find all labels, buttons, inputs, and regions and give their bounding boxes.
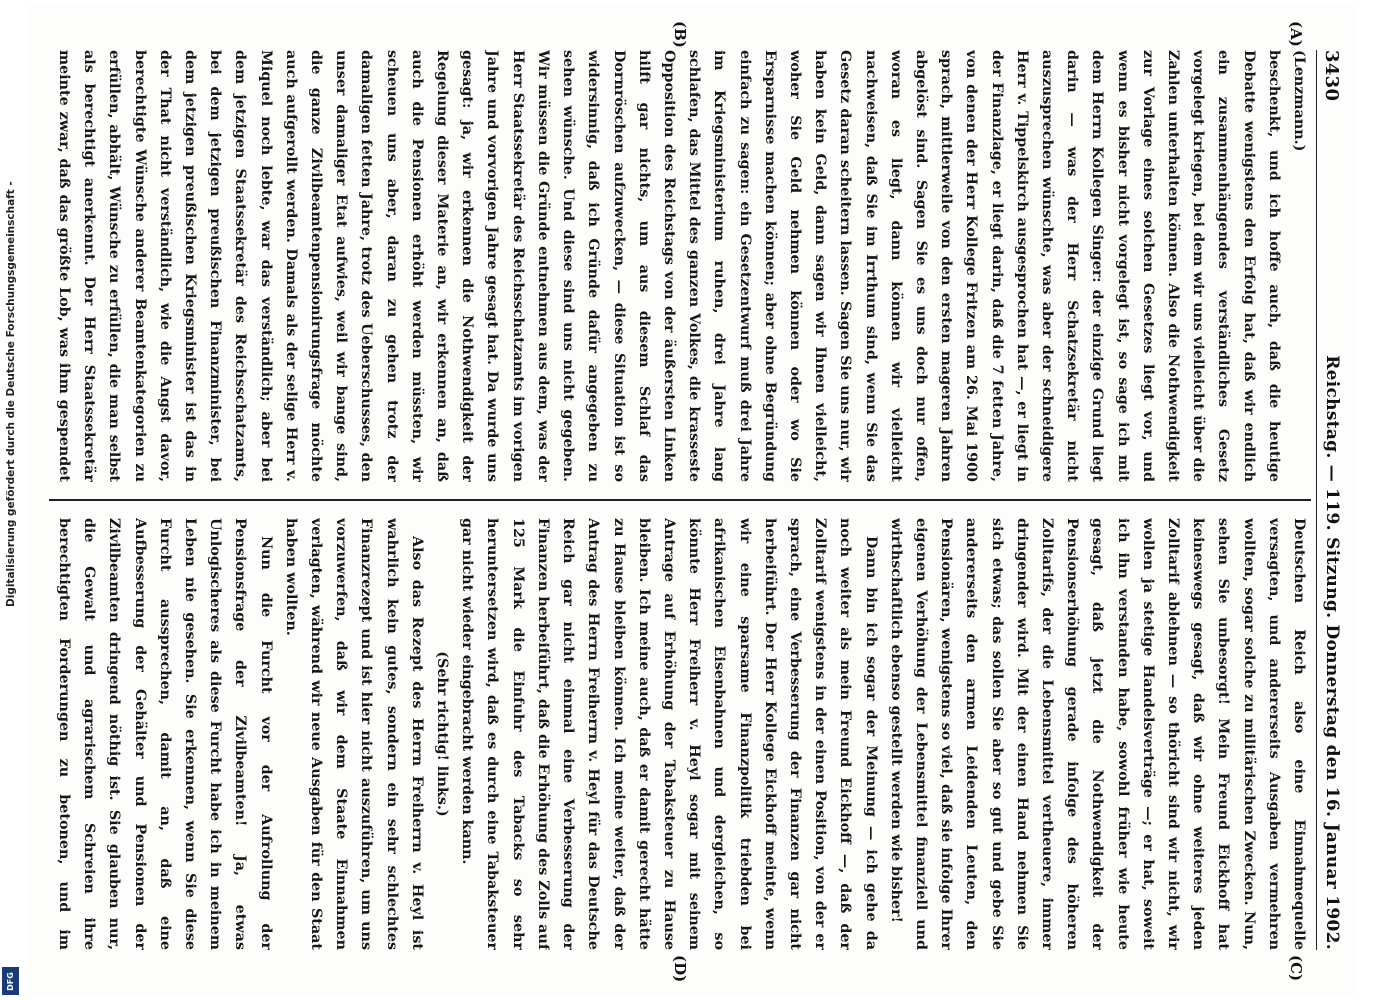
document-page [27,5,1357,995]
margin-marker-b: (B) [670,21,689,48]
page-title: Reichstag. — 119. Sitzung. Donnerstag den 16. Januar 1902. [1321,355,1342,950]
page-number: 3430 [1321,50,1342,102]
left-column [51,50,1311,482]
page-header [1319,50,1345,950]
paragraph: Nun die Furcht vor der Aufrollung der Pensionsfrage der Zivilbeamten! Ja, etwas Unlogischeres als diese Furcht habe ich in meinem Leben nie gesehen. Sie erkennen, wenn Sie diese Furcht aussprechen, damit an, daß eine Aufbesserung der Gehälter und Pensionen der Zivilbeamten dringend nöthig ist. Sie glauben nur, die Gewalt und agrarischem Schreien ihre berechtigten Forderungen zu betonen, und im [55,518,274,950]
dfg-logo [2,967,19,995]
column-divider [49,499,1311,501]
paragraph: Also das Rezept des Herrn Freiherrn v. Heyl ist wahrlich kein gutes, sondern ein sehr schlechtes Finanzrezept und ist hier nicht auszuführen, um uns vorzuwerfen, daß wir dem Staate Einnahmen verlagten, während wir neue Ausgaben für den Staat haben wollten. [282,518,425,950]
paragraph: Deutschen Reich also eine Einnahmequelle versagten, und andererseits Ausgaben vermehren wollten, sogar solche zu militärischen Zwecken. Nun, sehen Sie unbesorgt! Mein Freund Eickhoff hat keineswegs gesagt, daß wir ohne weiteres jeden Zolltarif ablehnen — so thöricht sind wir nicht, wir wollen ja stetige Handelsverträge —; er hat, soweit ich ihn verstanden habe, sowohl früher wie heute gesagt, daß jetzt die Nothwendigkeit der Pensionserhöhung gerade infolge des höheren Zolltarifs, der die Lebensmittel vertheuere, immer dringender wird. Mit der einen Hand nehmen Sie sich etwas; das sollen Sie aber so gut und gebe Sie andererseits den armen Leidenden Leuten, den Pensionären, wenigstens so viel, daß sie infolge Ihrer eigenen Verhöhung der Lebensmittel finanziell und wirthschaftlich ebenso gestellt werden wie bisher! [887,518,1307,950]
footer-text: Digitalisierung gefördert durch die Deutsche Forschungsgemeinschaft - [5,181,17,607]
margin-marker-d: (D) [670,955,689,983]
margin-marker-a: (A) [1286,21,1305,47]
speaker-name: (Lenzmann.) [1290,50,1307,152]
paragraph: Dann bin ich sogar der Meinung — ich gehe da noch weiter als mein Freund Eickhoff —, daß der Zolltarif wenigstens in der einen Position, von der er sprach, eine Verbesserung der Finanzen gar nicht herbeiführt. Der Herr Kollege Eickhoff meinte, wenn wir eine sparsame Finanzpolitik triebden bei afrikanischen Eisenbahnen und dergleichen, so könnte Herr Freiherr v. Heyl sogar mit seinem Antrage auf Erhöhung der Tabaksteuer zu Hause bleiben. Ich meine auch, daß er damit gerecht hätte zu Hause bleiben können. Ich meine weiter, daß der Antrag des Herrn Freiherrn v. Heyl für das Deutsche Reich gar nicht einmal eine Verbesserung der Finanzen herbeiführt, daß die Erhöhung des Zolls auf 125 Mark die Einfuhr des Tabacks so sehr heruntersetzen wird, daß es durch eine Tabaksteuer gar nicht wieder eingebracht werden kann. [458,518,879,950]
dfg-logo-text: DFG [6,971,16,991]
margin-marker-c: (C) [1286,955,1305,982]
header-rule [1316,50,1317,950]
interjection: (Sehr richtig! links.) [433,651,450,817]
digitization-footer [2,181,20,607]
right-column [51,518,1311,950]
paragraph: beschenkt, und ich hoffe auch, daß die heutige Debatte wenigstens den Erfolg hat, daß wir endlich ein zusammenhängendes verständliches Gesetz vorgelegt kriegen, bei dem wir uns vielleicht über die Zahlen unterhalten können. Also die Nothwendigkeit zur Vorlage eines solchen Gesetzes liegt vor, und wenn es bisher nicht vorgelegt ist, so sage ich mit dem Herrn Kollegen Singer: der einzige Grund liegt darin — was der Herr Schatzsekretär nicht auszusprechen wünschte, was aber der schneidigere Herr v. Tippelskirch ausgesprochen hat —, er liegt in der Finanzlage, er liegt darin, daß die 7 fetten Jahre, von denen der Herr Kollege Fritzen am 26. Mai 1900 sprach, mittlerweile von den ersten mageren Jahren abgelöst sind. Sagen Sie es uns doch nur offen, woran es liegt, dann können wir vielleicht nachweisen, daß Sie im Irrthum sind, wenn Sie das Gesetz daran scheitern lassen. Sagen Sie uns nur, wir haben kein Geld, dann sagen wir Ihnen vielleicht, woher Sie Geld nehmen können oder wo Sie Ersparnisse machen können; aber ohne Begründung einfach zu sagen: ein Gesetzentwurf muß drei Jahre im Kriegsministerium ruhen, drei Jahre lang schlafen, das Mittel des ganzen Volkes, die krasseste Opposition des Reichstags von der äußersten Linken hilft gar nichts, um aus diesem Schlaf das Dornröschen aufzuwecken, — diese Situation ist so widersinnig, daß ich Gründe dafür angegeben zu sehen wünsche. Und diese sind uns nicht gegeben. Wir müssen die Gründe entnehmen aus dem, was der Herr Staatssekretär des Reichsschatzamts im vorigen Jahre und vorvorigen Jahre gesagt hat. Da wurde uns gesagt: ja, wir erkennen die Nothwendigkeit der Regelung dieser Materie an, wir erkennen an, daß auch die Pensionen erhöht werden müssten, wir scheuen uns aber, daran zu gehen trotz der damaligen fetten Jahre, trotz des Ueberschusses, den unser damaliger Etat aufwies, weil wir bange sind, die ganze Zivilbeamtenpensionirungsfrage möchte auch aufgerollt werden. Damals als der selige Herr v. Miquel noch lebte, war das verständlich; aber bei dem jetzigen Staatssekretär des Reichsschatzamts, bei dem jetzigen preußischen Finanzminister, bei dem jetzigen preußischen Kriegsminister ist das in der That nicht verständlich, wie die Angst davor, berechtigte Wünsche anderer Beamtenkategorien zu erfüllen, abhält, Wünsche zu erfüllen, die man selbst als berechtigt anerkennt. Der Herr Staatssekretär meinte zwar, daß das größte Lob, was ihm gespendet [55,50,1282,482]
